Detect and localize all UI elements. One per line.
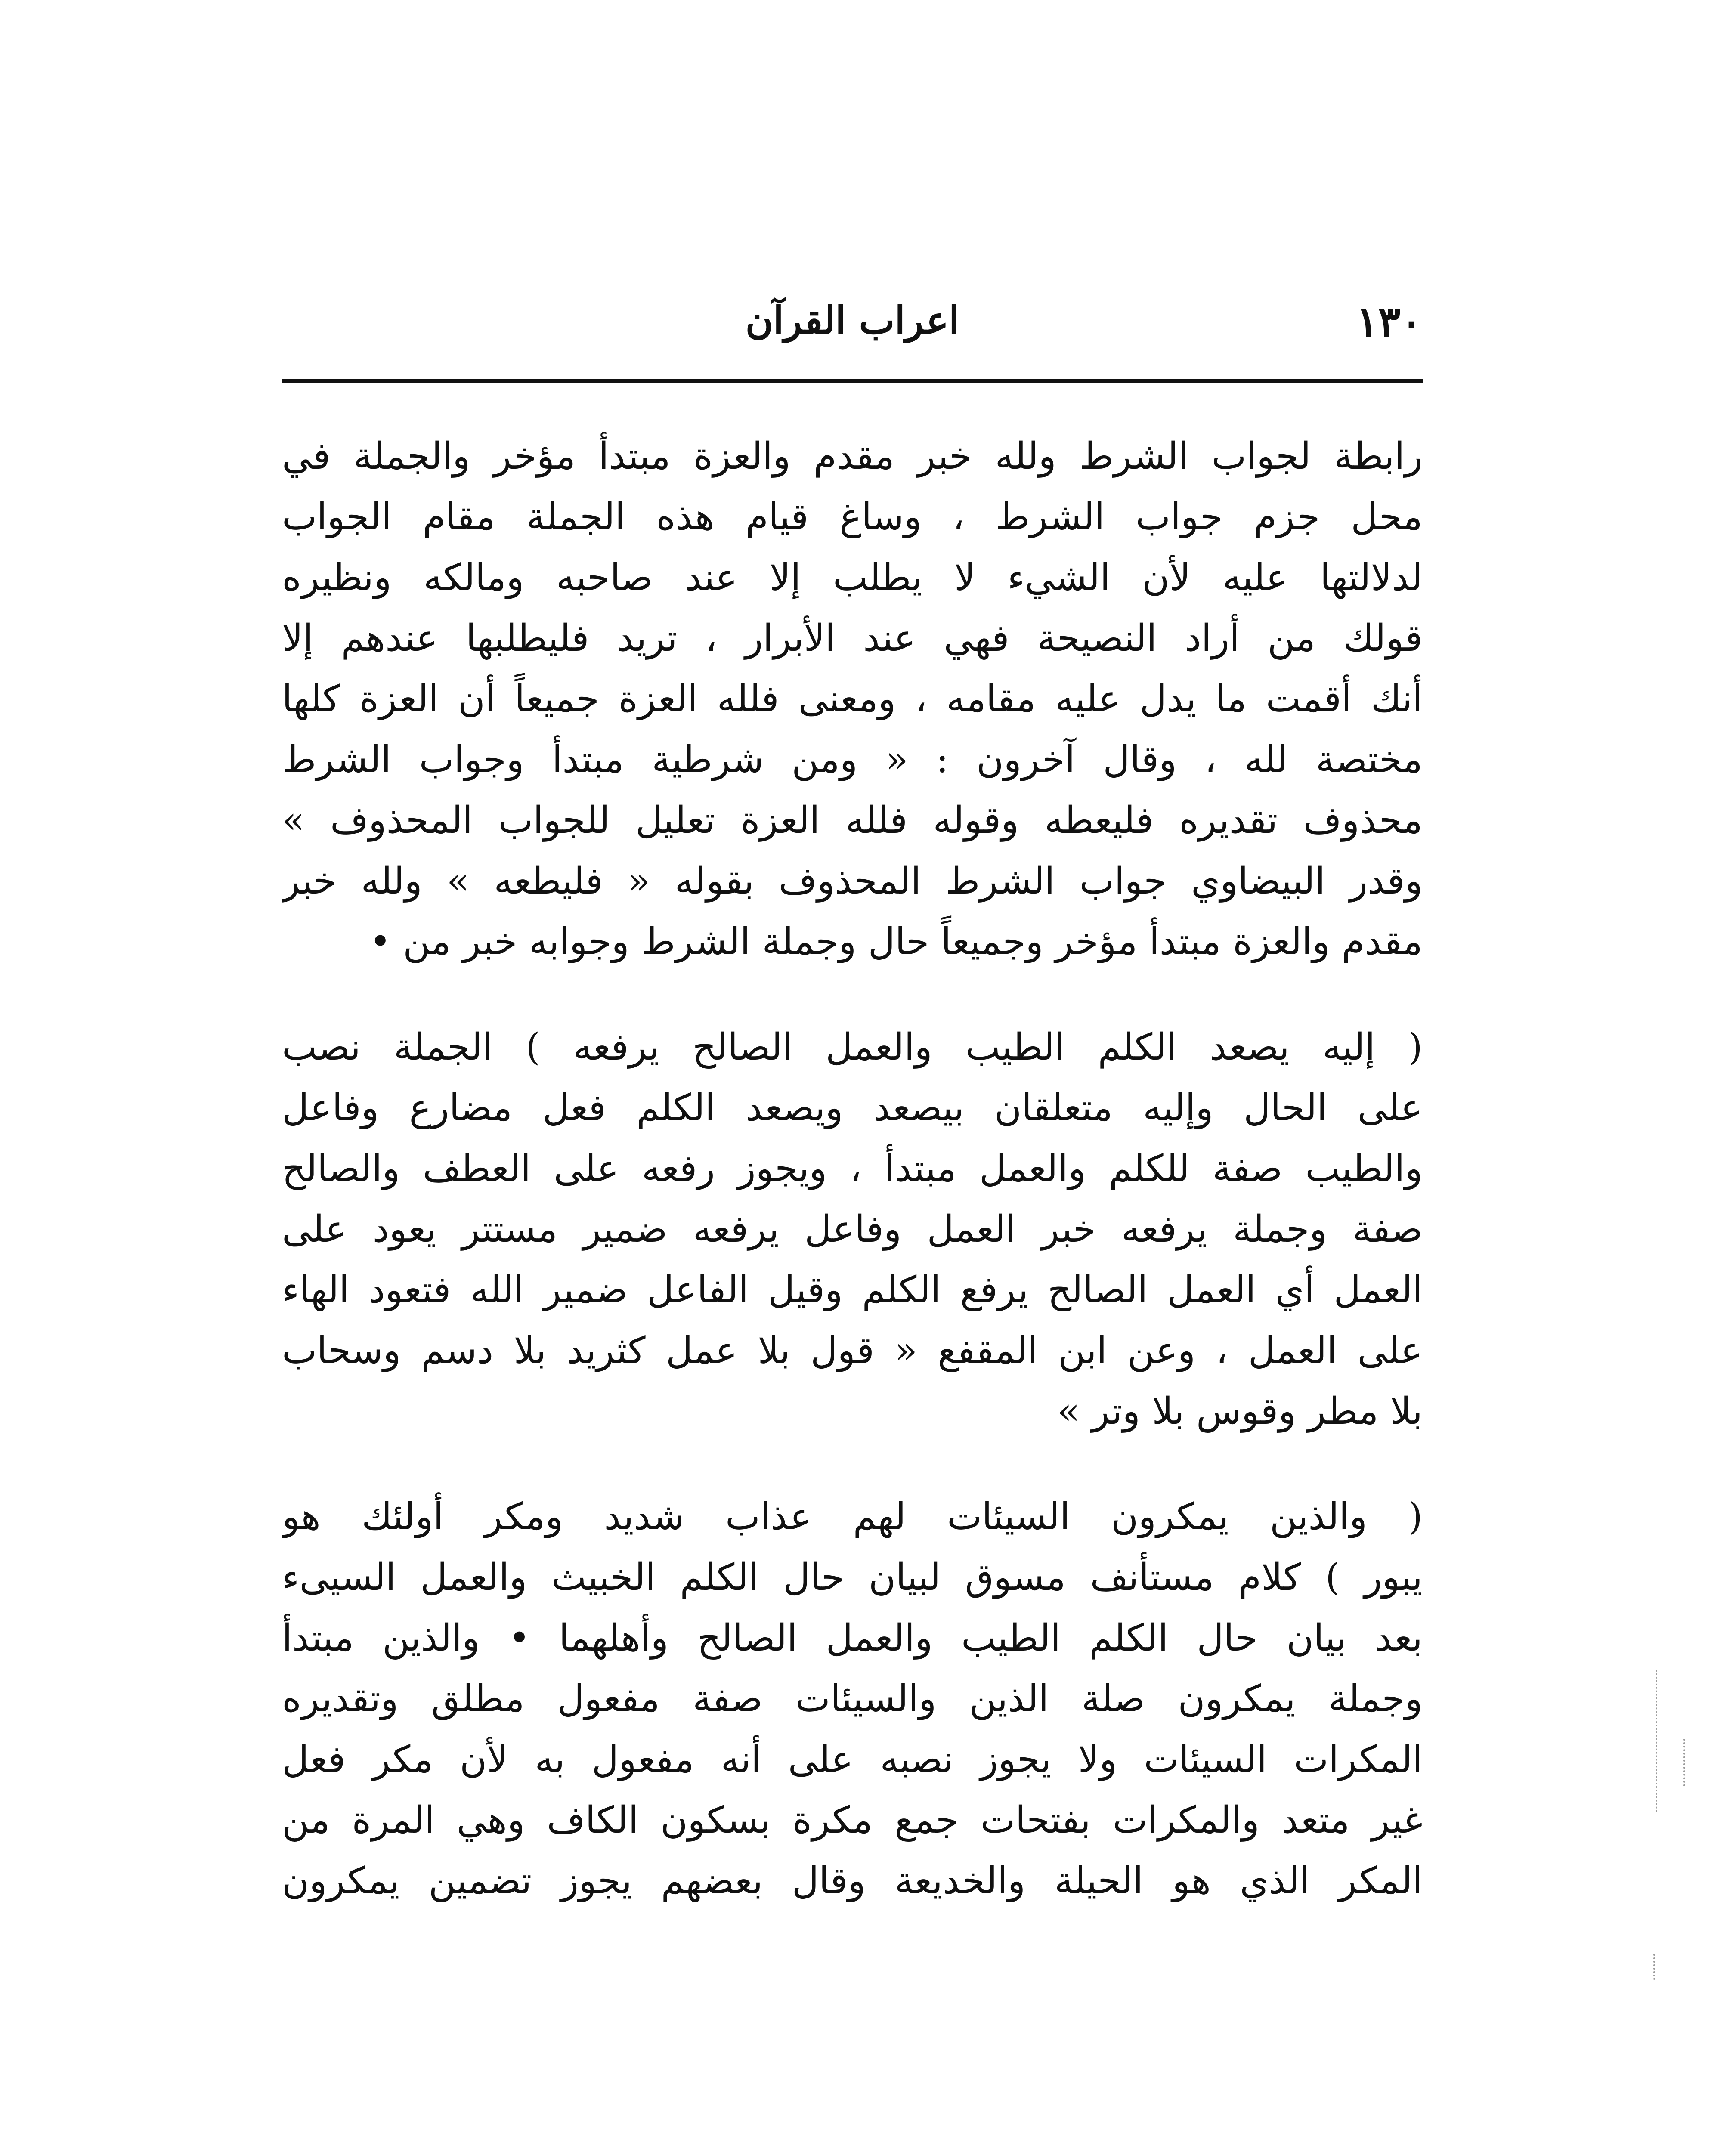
text-line: صفة وجملة يرفعه خبر العمل وفاعل يرفعه ضمير مستتر يعود على: [282, 1208, 1423, 1251]
page-number: ١٣٠: [1356, 297, 1423, 346]
text-line: مختصة لله ، وقال آخرون : « ومن شرطية مبتدأ وجواب الشرط: [282, 738, 1423, 781]
text-line: وجملة يمكرون صلة الذين والسيئات صفة مفعول مطلق وتقديره: [282, 1677, 1423, 1720]
text-line: مقدم والعزة مبتدأ مؤخر وجميعاً حال وجملة الشرط وجوابه خبر من •: [369, 920, 1423, 963]
body-text: [282, 426, 1423, 1956]
scan-speck-marks: [1651, 1954, 1655, 1980]
paragraph-1: [282, 426, 1423, 972]
header-divider: [282, 379, 1423, 383]
page-header: [282, 284, 1423, 370]
text-line: غير متعد والمكرات بفتحات جمع مكرة بسكون الكاف وهي المرة من: [282, 1799, 1423, 1842]
text-line: رابطة لجواب الشرط ولله خبر مقدم والعزة مبتدأ مؤخر والجملة في: [282, 435, 1423, 478]
text-line: ( والذين يمكرون السيئات لهم عذاب شديد ومكر أولئك هو: [282, 1495, 1423, 1538]
text-line: العمل أي العمل الصالح يرفع الكلم وقيل الفاعل ضمير الله فتعود الهاء: [282, 1268, 1423, 1311]
text-line: المكر الذي هو الحيلة والخديعة وقال بعضهم يجوز تضمين يمكرون: [282, 1859, 1423, 1902]
running-title: اعراب القرآن: [745, 298, 959, 343]
text-line: لدلالتها عليه لأن الشيء لا يطلب إلا عند صاحبه ومالكه ونظيره: [282, 556, 1423, 599]
text-line: على العمل ، وعن ابن المقفع « قول بلا عمل كثريد بلا دسم وسحاب: [282, 1329, 1423, 1372]
text-line: بلا مطر وقوس بلا وتر »: [1057, 1390, 1423, 1433]
text-line: محذوف تقديره فليعطه وقوله فلله العزة تعليل للجواب المحذوف »: [282, 799, 1423, 842]
text-line: قولك من أراد النصيحة فهي عند الأبرار ، تريد فليطلبها عندهم إلا: [282, 617, 1423, 660]
text-line: بعد بيان حال الكلم الطيب والعمل الصالح وأهلهما • والذين مبتدأ: [282, 1617, 1423, 1660]
text-line: والطيب صفة للكلم والعمل مبتدأ ، ويجوز رفعه على العطف والصالح: [282, 1147, 1423, 1190]
scan-speck-marks: [1653, 1670, 1657, 1812]
text-line: على الحال وإليه متعلقان بيصعد ويصعد الكلم فعل مضارع وفاعل: [282, 1086, 1423, 1129]
paragraph-3: [282, 1487, 1423, 1911]
text-line: أنك أقمت ما يدل عليه مقامه ، ومعنى فلله العزة جميعاً أن العزة كلها: [282, 677, 1423, 720]
text-line: يبور ) كلام مستأنف مسوق لبيان حال الكلم الخبيث والعمل السيىء: [282, 1556, 1423, 1599]
text-line: محل جزم جواب الشرط ، وساغ قيام هذه الجملة مقام الجواب: [282, 495, 1423, 538]
text-line: وقدر البيضاوي جواب الشرط المحذوف بقوله « فليطعه » ولله خبر: [282, 860, 1423, 903]
scan-speck-marks: [1681, 1739, 1685, 1786]
text-line: المكرات السيئات ولا يجوز نصبه على أنه مفعول به لأن مكر فعل: [282, 1738, 1423, 1781]
text-line: ( إليه يصعد الكلم الطيب والعمل الصالح يرفعه ) الجملة نصب: [282, 1026, 1423, 1069]
paragraph-2: [282, 1017, 1423, 1442]
